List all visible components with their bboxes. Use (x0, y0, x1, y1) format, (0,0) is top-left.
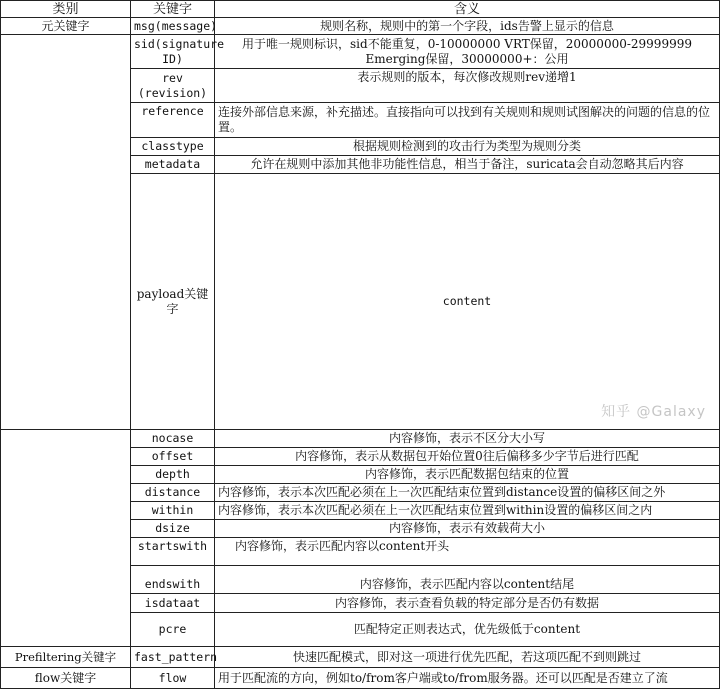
table-header-row (1, 1, 720, 18)
category-cell: payload关键字 (131, 174, 215, 430)
meaning-cell: 快速匹配模式，即对这一项进行优先匹配，若这项匹配不到则跳过 (215, 647, 720, 668)
keyword-cell: flow (131, 668, 215, 689)
meaning-cell: 允许在规则中添加其他非功能性信息，相当于备注，suricata会自动忽略其后内容 (215, 156, 720, 174)
table-row (1, 18, 720, 35)
meaning-cell: 内容修饰，表示本次匹配必须在上一次匹配结束位置到distance设置的偏移区间之外 (215, 484, 720, 502)
keyword-cell: isdataat (131, 594, 215, 613)
category-cell: 元关键字 (1, 18, 131, 35)
category-cell (1, 430, 131, 647)
category-cell: flow关键字 (1, 668, 131, 689)
meaning-cell: 内容修饰，表示本次匹配必须在上一次匹配结束位置到within设置的偏移区间之内 (215, 502, 720, 520)
header-category: 类别 (1, 1, 131, 18)
keyword-cell: offset (131, 448, 215, 466)
keyword-cell: endswith (131, 566, 215, 594)
meaning-cell: 规则名称，规则中的第一个字段，ids告警上显示的信息 (215, 18, 720, 35)
keyword-cell: classtype (131, 138, 215, 156)
keyword-cell: fast_pattern (131, 647, 215, 668)
meaning-cell: 用于唯一规则标识，sid不能重复，0-10000000 VRT保留，20000000-29999999 Emerging保留，30000000+：公用 (215, 35, 720, 69)
keyword-cell: nocase (131, 430, 215, 448)
meaning-cell: 根据规则检测到的攻击行为类型为规则分类 (215, 138, 720, 156)
meaning-cell: 内容修饰，表示有效载荷大小 (215, 520, 720, 538)
meaning-cell: 内容修饰，表示匹配内容以content结尾 (215, 566, 720, 594)
keyword-cell: content (215, 174, 720, 430)
keyword-cell: msg(message) (131, 18, 215, 35)
keyword-cell: sid(signature ID) (131, 35, 215, 69)
table-row (1, 668, 720, 689)
table-row (1, 430, 720, 448)
meaning-cell: 匹配特定正则表达式，优先级低于content (215, 613, 720, 647)
header-meaning: 含义 (215, 1, 720, 18)
watermark: 知乎 @Galaxy (601, 404, 706, 420)
meaning-cell: 内容修饰，表示从数据包开始位置0往后偏移多少字节后进行匹配 (215, 448, 720, 466)
meaning-cell: 内容修饰，表示匹配内容以content开头 (215, 538, 720, 566)
table-row (1, 647, 720, 668)
meaning-cell: 内容修饰，表示匹配数据包结束的位置 (215, 466, 720, 484)
category-cell: Prefiltering关键字 (1, 647, 131, 668)
keyword-cell: metadata (131, 156, 215, 174)
keyword-cell: within (131, 502, 215, 520)
keyword-cell: depth (131, 466, 215, 484)
keyword-cell: distance (131, 484, 215, 502)
meaning-cell: 用于匹配流的方向，例如to/from客户端或to/from服务器。还可以匹配是否建立了流 (215, 668, 720, 689)
header-keyword: 关键字 (131, 1, 215, 18)
keyword-cell: dsize (131, 520, 215, 538)
keyword-cell: reference (131, 103, 215, 138)
keyword-cell: startswith (131, 538, 215, 566)
meaning-cell: 连接外部信息来源，补充描述。直接指向可以找到有关规则和规则试图解决的问题的信息的位置。 (215, 103, 720, 138)
meaning-cell: 表示规则的版本，每次修改规则rev递增1 (215, 69, 720, 103)
table-row (1, 35, 720, 69)
keyword-cell: pcre (131, 613, 215, 647)
category-cell (1, 35, 131, 430)
meaning-cell: 内容修饰，表示不区分大小写 (215, 430, 720, 448)
keyword-cell: rev (revision) (131, 69, 215, 103)
meaning-cell: 内容修饰，表示查看负载的特定部分是否仍有数据 (215, 594, 720, 613)
